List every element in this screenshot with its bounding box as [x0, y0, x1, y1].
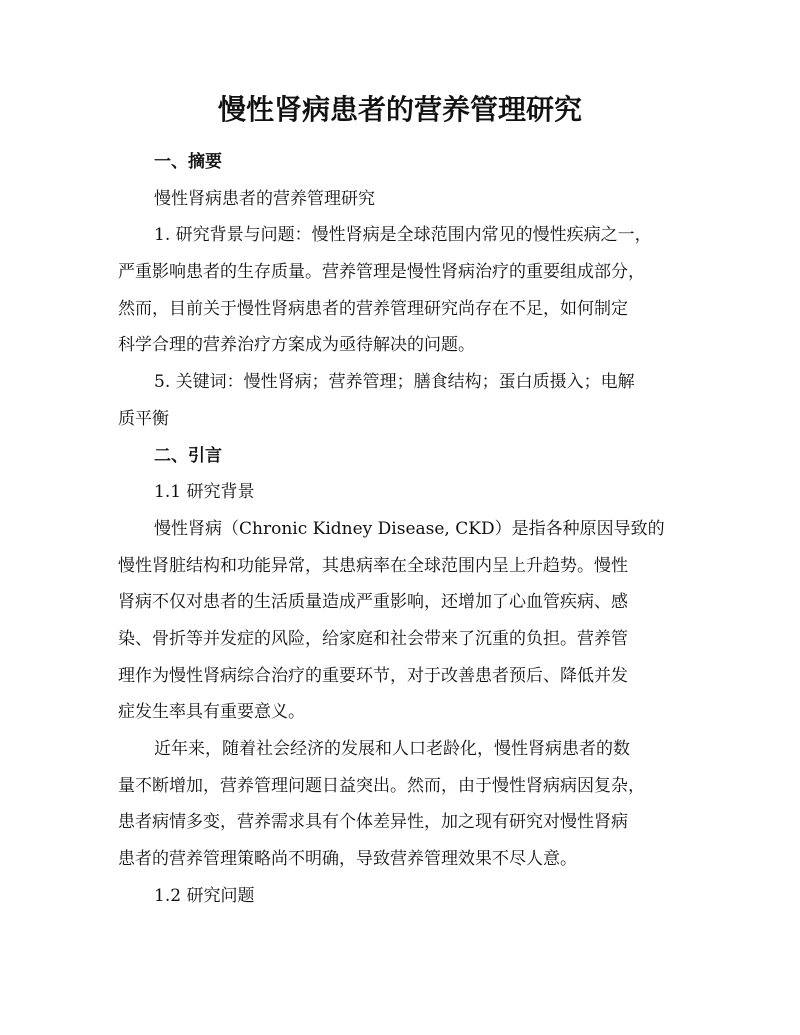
subsection-heading-background: 1.1 研究背景: [154, 482, 255, 503]
background-paragraph-line: 量不断增加，营养管理问题日益突出。然而，由于慢性肾病病因复杂，: [118, 775, 645, 796]
abstract-title-line: 慢性肾病患者的营养管理研究: [154, 188, 375, 209]
abstract-paragraph-line: 严重影响患者的生存质量。营养管理是慢性肾病治疗的重要组成部分，: [118, 262, 645, 283]
background-paragraph-line: 患者病情多变，营养需求具有个体差异性，加之现有研究对慢性肾病: [118, 812, 628, 833]
background-paragraph-line: 肾病不仅对患者的生活质量造成严重影响，还增加了心血管疾病、感: [118, 592, 628, 613]
background-paragraph-line: 染、骨折等并发症的风险，给家庭和社会带来了沉重的负担。营养管: [118, 628, 628, 649]
keywords-line: 质平衡: [118, 408, 169, 429]
background-paragraph-line: 患者的营养管理策略尚不明确，导致营养管理效果不尽人意。: [118, 849, 577, 870]
abstract-paragraph-line: 然而，目前关于慢性肾病患者的营养管理研究尚存在不足，如何制定: [118, 298, 628, 319]
background-paragraph-line: 慢性肾病（Chronic Kidney Disease, CKD）是指各种原因导致的: [154, 518, 665, 539]
background-paragraph-line: 近年来，随着社会经济的发展和人口老龄化，慢性肾病患者的数: [154, 739, 630, 759]
abstract-paragraph-line: 1. 研究背景与问题：慢性肾病是全球范围内常见的慢性疾病之一，: [154, 225, 652, 246]
section-heading-introduction: 二、引言: [154, 445, 222, 466]
section-heading-abstract: 一、摘要: [154, 152, 222, 172]
document-body: [118, 144, 686, 914]
keywords-line: 5. 关键词：慢性肾病；营养管理；膳食结构；蛋白质摄入；电解: [154, 372, 635, 393]
background-paragraph-line: 慢性肾脏结构和功能异常，其患病率在全球范围内呈上升趋势。慢性: [118, 555, 628, 576]
abstract-paragraph-line: 科学合理的营养治疗方案成为亟待解决的问题。: [118, 335, 475, 356]
background-paragraph-line: 理作为慢性肾病综合治疗的重要环节，对于改善患者预后、降低并发: [118, 665, 628, 686]
document-title: 慢性肾病患者的营养管理研究: [217, 93, 582, 126]
background-paragraph-line: 症发生率具有重要意义。: [118, 702, 305, 723]
subsection-heading-research-question: 1.2 研究问题: [154, 885, 255, 906]
